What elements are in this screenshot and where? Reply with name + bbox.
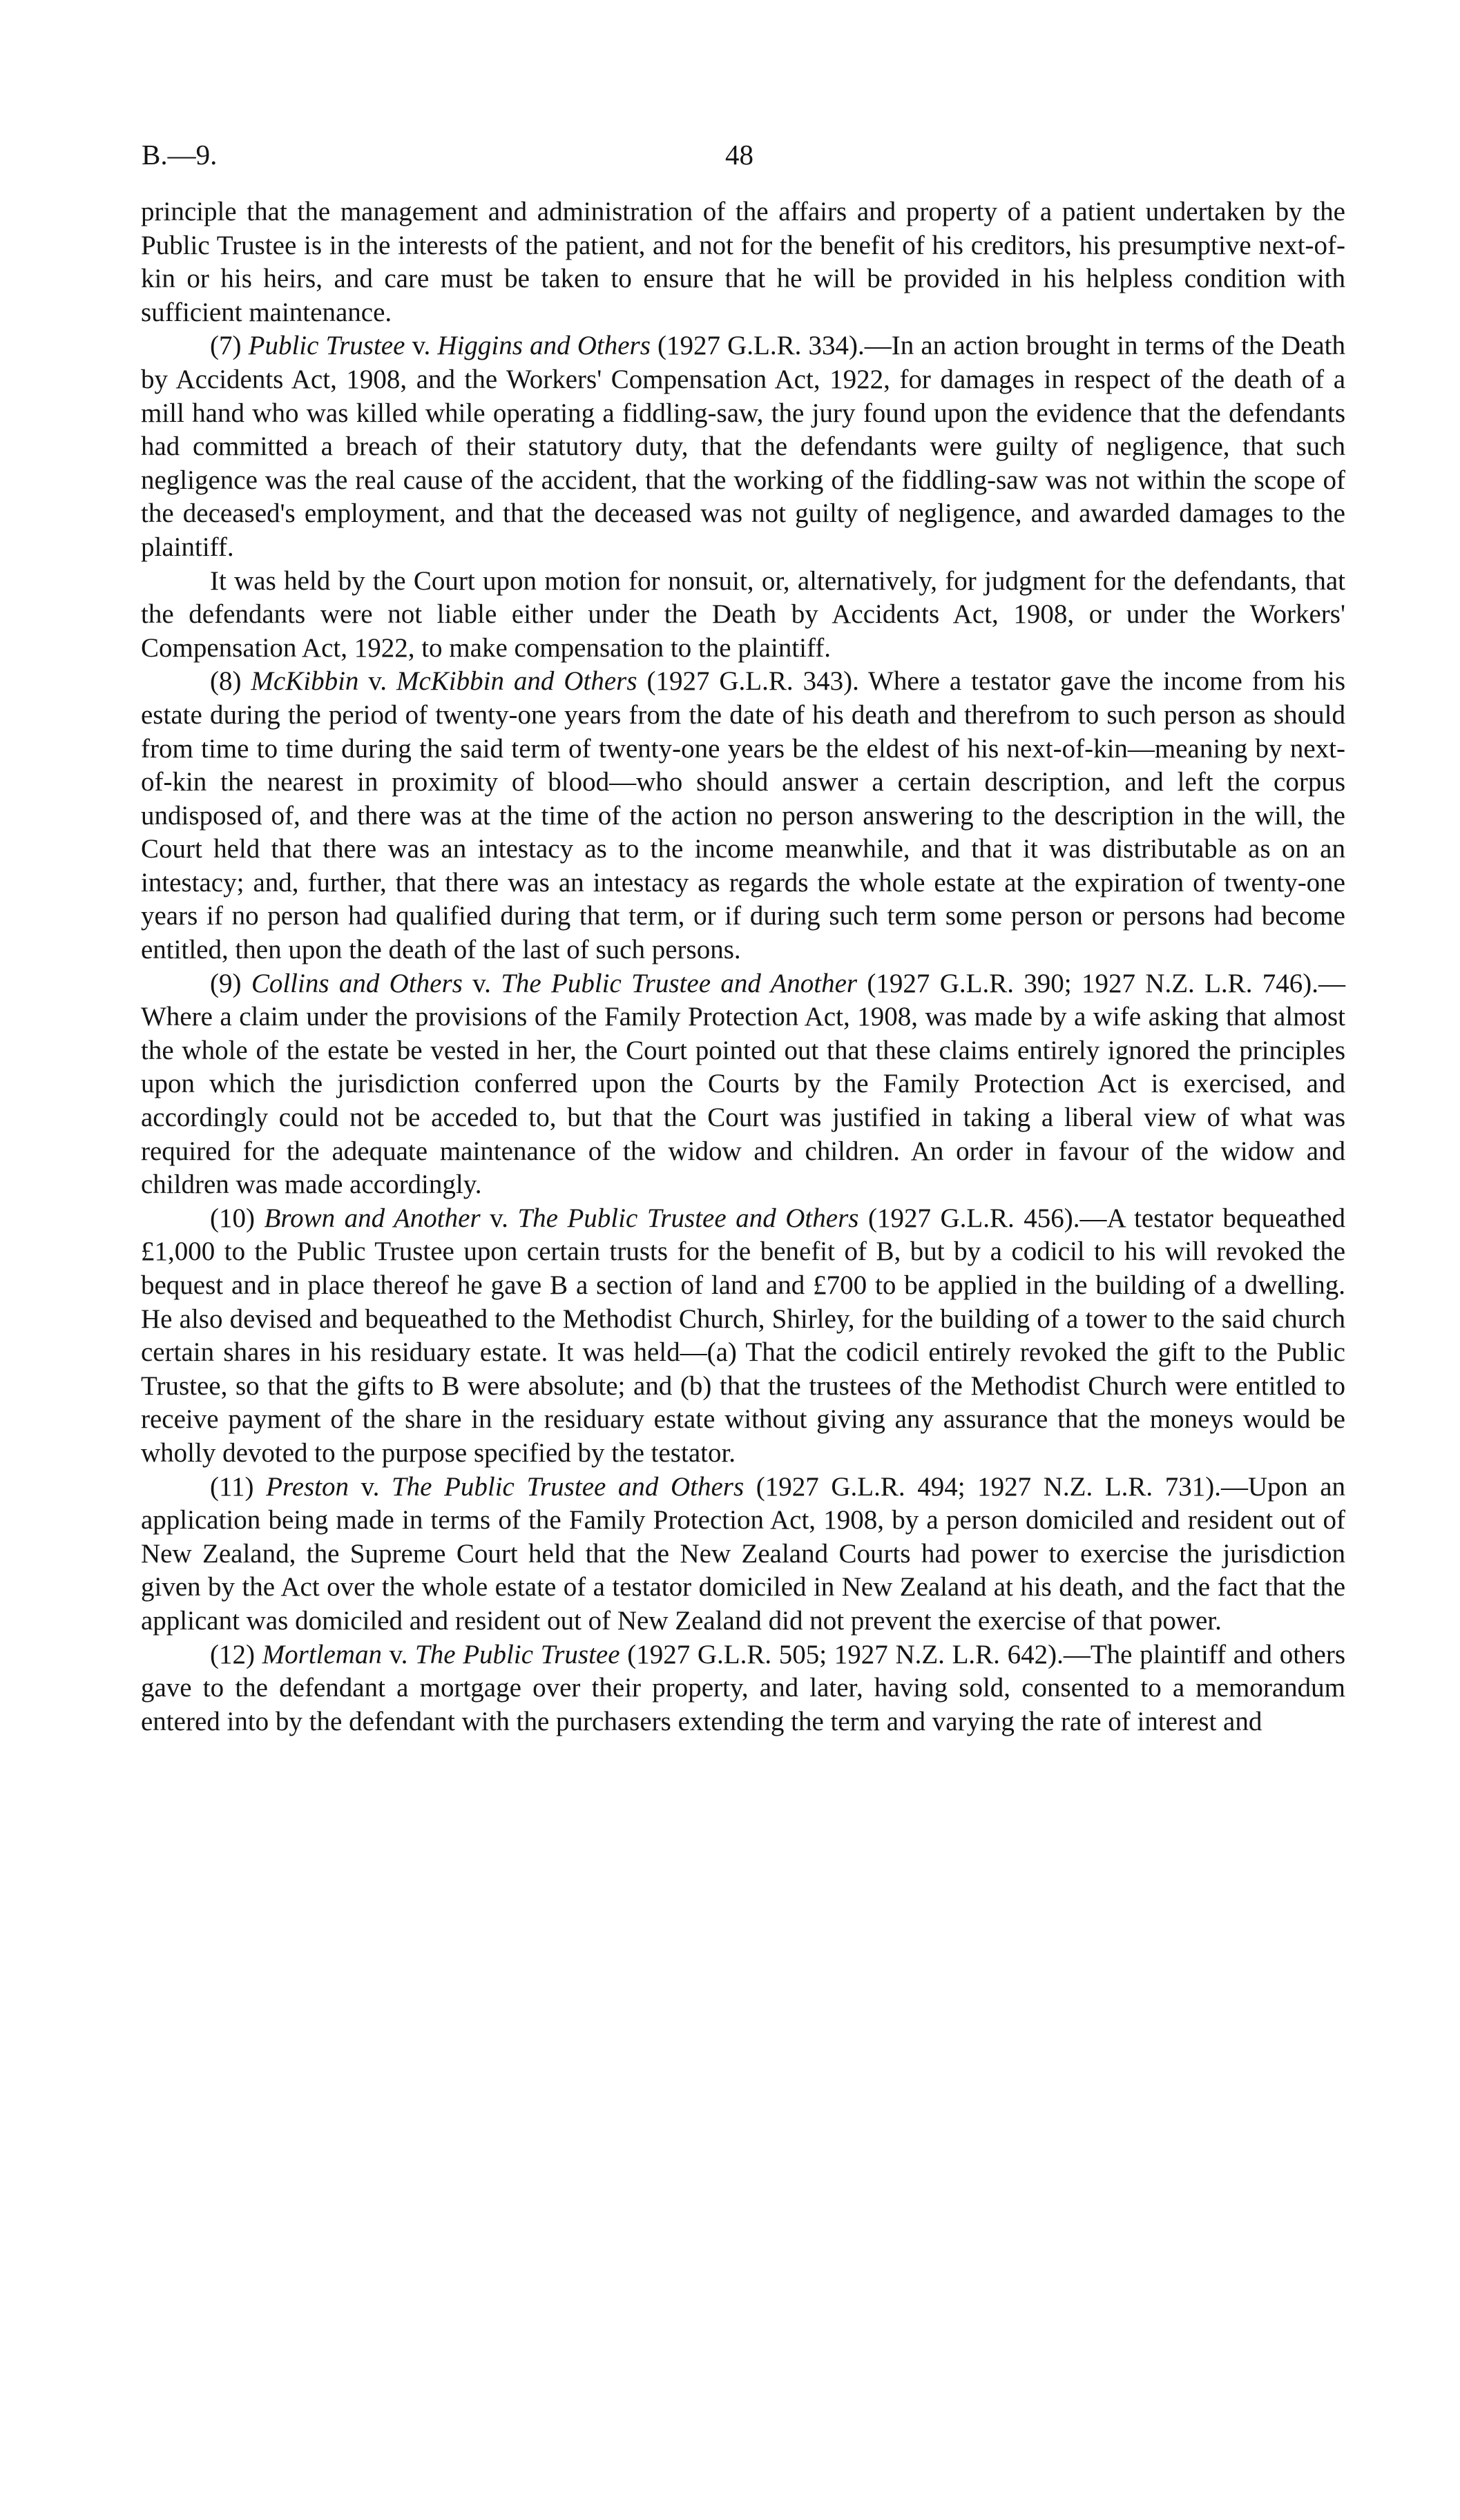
case-party-b: The Public Trustee and Others [517,1203,859,1233]
paragraph-held [141,565,1345,666]
case-paragraph-12 [141,1638,1345,1739]
paragraph-text: (1927 G.L.R. 343). Where a testator gave the income from his estate during the period of twenty-one years from the date of his death and therefrom to such person as should from time to time during the said term of twenty-one years be the eldest of his next-of-kin—meaning by next-of-kin the nearest in proximity of blood—who should answer a certain description, and left the corpus undisposed of, and there was at the time of the action no person answering to the description in the will, the Court held that there was an intestacy as to the income meanwhile, and that it was distributable as on an intestacy; and, further, that there was an intestacy as regards the whole estate at the expiration of twenty-one years if no person had qualified during that term, or if during such term some person or persons had become entitled, then upon the death of the last of such persons. [141,666,1346,965]
case-paragraph-7 [141,329,1345,564]
paragraph-text: (1927 G.L.R. 505; 1927 N.Z. L.R. 642).—The plaintiff and others gave to the defendant a mortgage over their property, and later, having sold, consented to a memorandum entered into by the defendant with the purchasers extending the term and varying the rate of interest and [141,1639,1346,1736]
case-party-a: Collins and Others [251,968,463,998]
page-header [142,138,1346,180]
paragraph-text: (1927 G.L.R. 456).—A testator bequeathed £1,000 to the Public Trustee upon certain trusts for the benefit of B, but by a codicil to his will revoked the bequest and in place thereof he gave B a section of land and £700 to be applied in the building of a dwelling. He also devised and bequeathed to the Methodist Church, Shirley, for the building of a tower to the said church certain shares in his residuary estate. It was held—(a) That the codicil entirely revoked the gift to the Public Trustee, so that the gifts to B were absolute; and (b) that the trustees of the Methodist Church were entitled to receive payment of the share in the residuary estate without giving any assurance that the moneys would be wholly devoted to the purpose specified by the testator. [141,1203,1346,1468]
case-paragraph-9 [141,967,1345,1202]
paragraph-text: It was held by the Court upon motion for nonsuit, or, alternatively, for judgment for the defendants, that the defendants were not liable either under the Death by Accidents Act, 1908, or under the Workers' Compensation Act, 1922, to make compensation to the plaintiff. [141,565,1345,663]
case-paragraph-10 [141,1202,1345,1471]
case-paragraph-11 [141,1471,1345,1638]
case-party-a: Brown and Another [264,1203,481,1233]
case-party-b: McKibbin and Others [396,666,637,697]
body-text [141,195,1345,1738]
case-party-b: Higgins and Others [437,331,651,361]
case-versus: v. [368,666,387,697]
case-number: (8) [210,666,242,697]
case-number: (11) [210,1471,254,1502]
case-number: (7) [210,331,242,361]
case-versus: v. [490,1203,508,1233]
case-versus: v. [389,1639,408,1669]
document-reference: B.—9. [142,139,218,171]
case-number: (9) [210,968,242,998]
paragraph-text: principle that the management and administration of the affairs and property of a patient undertaken by the Public Trustee is in the interests of the patient, and not for the benefit of his creditors, his presumptive next-of-kin or his heirs, and care must be taken to ensure that he will be provided in his helpless condition with sufficient maintenance. [141,197,1345,327]
case-party-a: McKibbin [251,666,359,697]
page-number: 48 [725,139,753,171]
case-versus: v. [472,968,491,998]
case-number: (12) [210,1639,255,1669]
case-versus: v. [361,1471,380,1502]
paragraph-text: (1927 G.L.R. 494; 1927 N.Z. L.R. 731).—Upon an application being made in terms of the Family Protection Act, 1908, by a person domiciled and resident out of New Zealand, the Supreme Court held that the New Zealand Courts had power to exercise the jurisdiction given by the Act over the whole estate of a testator domiciled in New Zealand at his death, and the fact that the applicant was domiciled and resident out of New Zealand did not prevent the exercise of that power. [141,1471,1346,1636]
case-paragraph-8 [141,665,1345,967]
case-party-b: The Public Trustee and Others [391,1471,745,1502]
case-party-a: Mortleman [262,1639,382,1669]
case-party-a: Public Trustee [248,331,405,361]
case-party-a: Preston [266,1471,349,1502]
case-number: (10) [210,1203,255,1233]
case-party-b: The Public Trustee and Another [501,968,858,998]
case-versus: v. [412,331,431,361]
case-party-b: The Public Trustee [415,1639,620,1669]
paragraph-text: (1927 G.L.R. 334).—In an action brought in terms of the Death by Accidents Act, 1908, and the Workers' Compensation Act, 1922, for damages in respect of the death of a mill hand who was killed while operating a fiddling-saw, the jury found upon the evidence that the defendants had committed a breach of their statutory duty, that the defendants were guilty of negligence, that such negligence was the real cause of the accident, that the working of the fiddling-saw was not within the scope of the deceased's employment, and that the deceased was not guilty of negligence, and awarded damages to the plaintiff. [141,331,1346,562]
paragraph-continuation [141,195,1345,329]
paragraph-text: (1927 G.L.R. 390; 1927 N.Z. L.R. 746).—Where a claim under the provisions of the Family Protection Act, 1908, was made by a wife asking that almost the whole of the estate be vested in her, the Court pointed out that these claims entirely ignored the principles upon which the jurisdiction conferred upon the Courts by the Family Protection Act is exercised, and accordingly could not be acceded to, but that the Court was justified in taking a liberal view of what was required for the adequate maintenance of the widow and children. An order in favour of the widow and children was made accordingly. [141,968,1345,1200]
